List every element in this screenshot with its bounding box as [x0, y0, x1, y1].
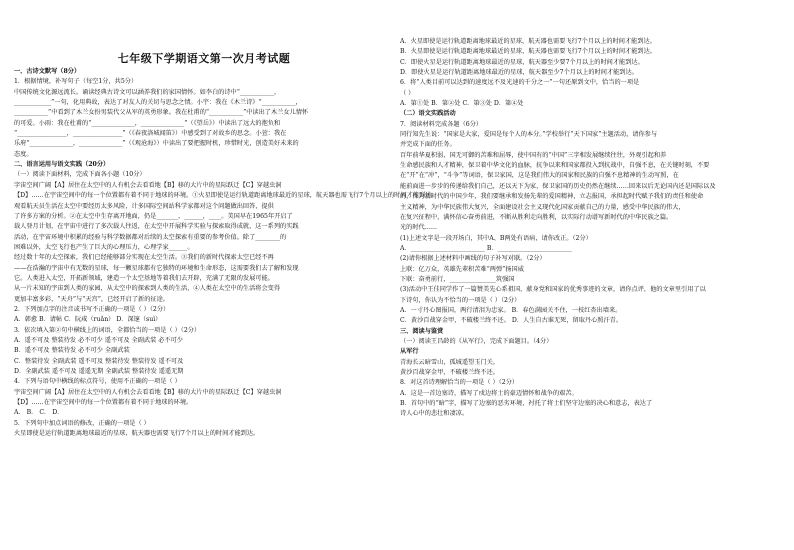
text-line: 3．依次填入第②句中横线上的词语，全都恰当的一项是（ ）（2分）	[14, 326, 201, 334]
text-line: B．首句中的“暗”字，描写了边塞的恶劣环境，衬托了将士们坚守边塞的决心和意志，表达了	[400, 400, 653, 408]
text-line	[14, 57, 394, 67]
text-line: 火星即使是运行轨道距离地球最近的星球，航天器也需要飞行7个月以上的时间才能到达。	[14, 430, 260, 438]
text-line: (2)请你根据上述材料中画线的句子补写对联。（2分）	[400, 255, 546, 263]
text-line: 在复兴征程中，满怀信心奋勇前进，不断从胜利走向胜利，以实际行动谱写新时代的中华民族之篇。	[400, 213, 673, 221]
text-line: 能前面进一步步的传递给我们自己，还以天下为家，保卫家国的历史仍然在继续……回来以后无论国内还是国际以及	[400, 182, 716, 190]
text-line: 6．将“人类目前可以达到的速度远不及光速的千分之一”一句还原到文中，恰当的一项是	[400, 79, 640, 87]
text-line: 从一片未知的宇宙到人类的家园，从太空中的探索到人类的生活，④人类在太空中的生活将会变得	[14, 285, 281, 293]
text-line: C．黄沙百战穿金甲，不破楼兰终不还。 D．人生自古谁无死，留取丹心照汗青。	[400, 317, 623, 325]
right-column	[400, 37, 780, 420]
text-line: 7．阅读材料完成各题（6分）	[400, 120, 483, 128]
text-line: 1．根据情境，补写句子（每空1分，共5分）	[14, 78, 138, 86]
text-line: 乐府“______________，______________”（《观沧海》）中读出了要把握时机，珍惜时光，创造美好未来的	[14, 140, 299, 148]
text-line: （一）阅读王昌龄的《从军行》，完成下面题目。（4分）	[400, 337, 553, 345]
text-line: 困难以外，太空飞行也产生了巨大的心理压力，心理学家______。	[14, 243, 194, 251]
text-line: A．遥不可及 整装待发 必不可少 遥不可及 全副武装 必不可少	[14, 336, 183, 344]
text-line: （ ）	[400, 89, 415, 97]
text-line: 的可爱。小雨：我在杜甫的“______________，______________”（《望岳》）中读出了远大的抱负和	[14, 119, 281, 127]
text-line: 经过数十年的太空探索，我们已经能够部分实现在太空生活。③我们的新时代探索太空已经不再	[14, 254, 274, 262]
text-line: 主义精神，为中华民族伟大复兴，全面建设社会主义现代化国家贡献自己的力量，感受中华民族的伟大，	[400, 203, 685, 211]
text-line: 2．下列加点字的注音或书写不正确的一项是（ ）（2分）	[14, 305, 170, 313]
text-line: 中国传统文化源远流长。诵读经典古诗文可以涵养我们的家国情怀。如李白的诗中“___________，	[14, 88, 281, 96]
exam-title: 七年级下学期语文第一次月考试题	[117, 52, 291, 65]
text-line	[14, 46, 394, 56]
text-line: 在“开”在“冲”，“斗争”等词语，保卫家国，这是我们伟大的国家和民族的自强不息精神的生动写照，在	[400, 172, 679, 180]
text-line: 【D】……在宇宙空间中的每一个位置都有着不同于地球的环境。①火星即使是运行轨道距离地球最近的星球，航天器也需飞行7个月以上的时间才能到达。	[14, 192, 438, 200]
text-line: B．遥不可及 整装待发 必不可少 全副武装	[14, 347, 130, 355]
text-line: A． B． C． D．	[14, 409, 64, 417]
text-line: （二）语文实践活动	[400, 110, 456, 118]
text-line: 字宙空间广阔【A】居住在太空中的人有机会去看看地【B】移的大片中的星际跃迁【C】穿越虫洞	[14, 181, 282, 189]
text-line: 二、语言运用与语文实践（20分）	[14, 161, 110, 169]
text-line: 百年前华夏积弱，国无可御的苦难和屈辱，使中国有的“中国”三字相发展继续往往，外观引起和养	[400, 151, 667, 159]
text-line: A．一寸丹心图报国，两行清泪为忠家。 B．春色满园关不住，一枝红杏出墙来。	[400, 306, 622, 314]
text-line: 下诗句，你认为不恰当的一项是（ ）（2分）	[400, 296, 521, 304]
text-line: 诗人心中的悲壮和凄凉。	[400, 410, 469, 418]
text-line: ____________”一句，化用典故，表达了对友人的关切与思念之情。小宇：我在《木兰诗》“___________，	[14, 99, 302, 107]
text-line: D．全副武装 遥不可及 遥遥无期 全副武装 整装待发 遥遥无期	[14, 368, 184, 375]
text-line: A．这是一首边塞诗，描写了戍边将士的豪迈情怀和战争的艰苦。	[400, 389, 578, 397]
text-line: (1)上述文字是一段开场白，其中A、B两处有语病，请你改正。（2分）	[400, 234, 592, 242]
text-line: “________________，________________”（《春夜洛城闻笛》）中感受到了对故乡的思念。小萱：我在	[14, 130, 287, 138]
text-line: 青海长云暗雪山，孤城遥望玉门关。	[400, 358, 499, 366]
text-line: A．第①处 B．第②处 C．第③处 D．第④处	[400, 100, 524, 108]
text-line: 三、阅读与鉴赏	[400, 327, 444, 335]
text-line: D．即使火星是运行轨道距离地球最近的星球，航天器至少7个月以上的时间才能到达。	[400, 69, 638, 77]
text-line: 它。人类进入太空，开拓新领域，建造一个太空基地等着我们去开辟，充满了无限的发展可能。	[14, 274, 274, 282]
text-line: 8．对这首诗理解恰当的一项是（ ）（2分）	[400, 379, 519, 387]
text-line: （一）阅读下面材料，完成下面各小题（10分）	[14, 171, 146, 179]
text-line: 一、古诗文默写（8分）	[14, 68, 81, 76]
text-line: 5．下列句中加点词语的修改，正确的一项是（ ）	[14, 419, 150, 427]
text-line: 并完成下面的任务。	[400, 141, 456, 149]
text-line: 黄沙百战穿金甲，不破楼兰终不还。	[400, 369, 499, 376]
text-line: ___________”中看到了木兰女扮男装代父从军的英勇形象。我在杜甫的“___________”中读出了木兰女儿情怀	[14, 109, 309, 117]
text-line: B．火星即使是运行轨道距离地球最近的星球，航天器也需要飞行7个月以上的时间才能到达。	[400, 48, 656, 56]
text-line	[14, 36, 394, 46]
text-line: 的，作为新时代的中国少年，我们要继承和发扬先辈的爱国精神，立志报国，承担起时代赋予我们的责任和使命	[400, 193, 704, 201]
text-line: ——在浩瀚的宇宙中有无数的星球，每一颗星球都有它独特的环境和生命形态，这需要我们去了解和发现	[14, 264, 299, 272]
text-line: 【D】……在宇宙空间中的每一个位置都有着不同于地球的环境。	[14, 399, 193, 407]
text-line: 光的时代……	[400, 224, 438, 232]
text-line: 观看航天员生活在太空中要经历太多风险，计多国际空间站科学家都对这个问题做出回答，提供	[14, 202, 274, 210]
text-line: A．火星即使是运行轨道距离地球最近的星球，航天器也需要飞行7个月以上的时间才能到达。	[400, 38, 656, 45]
text-line: 更加丰富多彩，“天舟”与“天宫”，已经开启了新的征途。	[14, 295, 169, 303]
text-line: 上联：亿万众，英雄先辈积苦难“两弹”扬国威	[400, 265, 524, 273]
text-line: 同行知先生说：“国家是大家，爱国是每个人的本分。”学校举行“天下国家”主题活动，请你参与	[400, 131, 658, 139]
text-line: 宇宙空间广阔【A】居住在太空中的人有机会去看看地【B】移的大片中的星际跃迁【C】穿越虫洞	[14, 388, 282, 396]
text-line: C．整装待发 全副武装 遥不可及 整装待发 整装待发 遥不可及	[14, 357, 184, 365]
text-line: 4．下列与语句中横线的标点符号，使用不正确的一项是（ ）	[14, 378, 181, 386]
text-line: 下联：奋勇前行，_______________筑强国	[400, 275, 515, 283]
text-line: 载人登月计划，在宇宙中进行了多次载人往返，在太空中开展科学实验与探索取得成就，这一系列的实践	[14, 223, 299, 231]
text-line: C．即使火星是运行轨道距离地球最近的星球，航天器至少要7个月以上的时间才能到达。	[400, 58, 644, 66]
text-line: 活动，在宇宙环境中积累的经验与科学数据都对后续的太空探索有重要的参考价值。除了________的	[14, 233, 287, 241]
text-line: A．韩愈 B．请帖 C．阮咸（ruǎn） D．深邃（suì）	[14, 316, 162, 324]
text-line: 生命感民族和人才精神，保卫着中华文化的血脉，抗争以来和国家都投入到抗战中，自强不息，在关键时刻，不要	[400, 162, 710, 170]
text-line: 态度。	[14, 150, 33, 158]
text-line: A．________________________ B．________________________	[400, 244, 572, 252]
text-line: (3)活动中王佳同学作了一篇赞美先心系祖国、献身党和国家的优秀事迹的文章，请你点评，他的文章里引用了以	[400, 286, 706, 294]
text-line: 了许多方案的分析。②在太空中生存离开地面，仍是_______，______，____。美国早在1965年开启了	[14, 212, 293, 220]
text-line: 从军行	[400, 348, 419, 356]
